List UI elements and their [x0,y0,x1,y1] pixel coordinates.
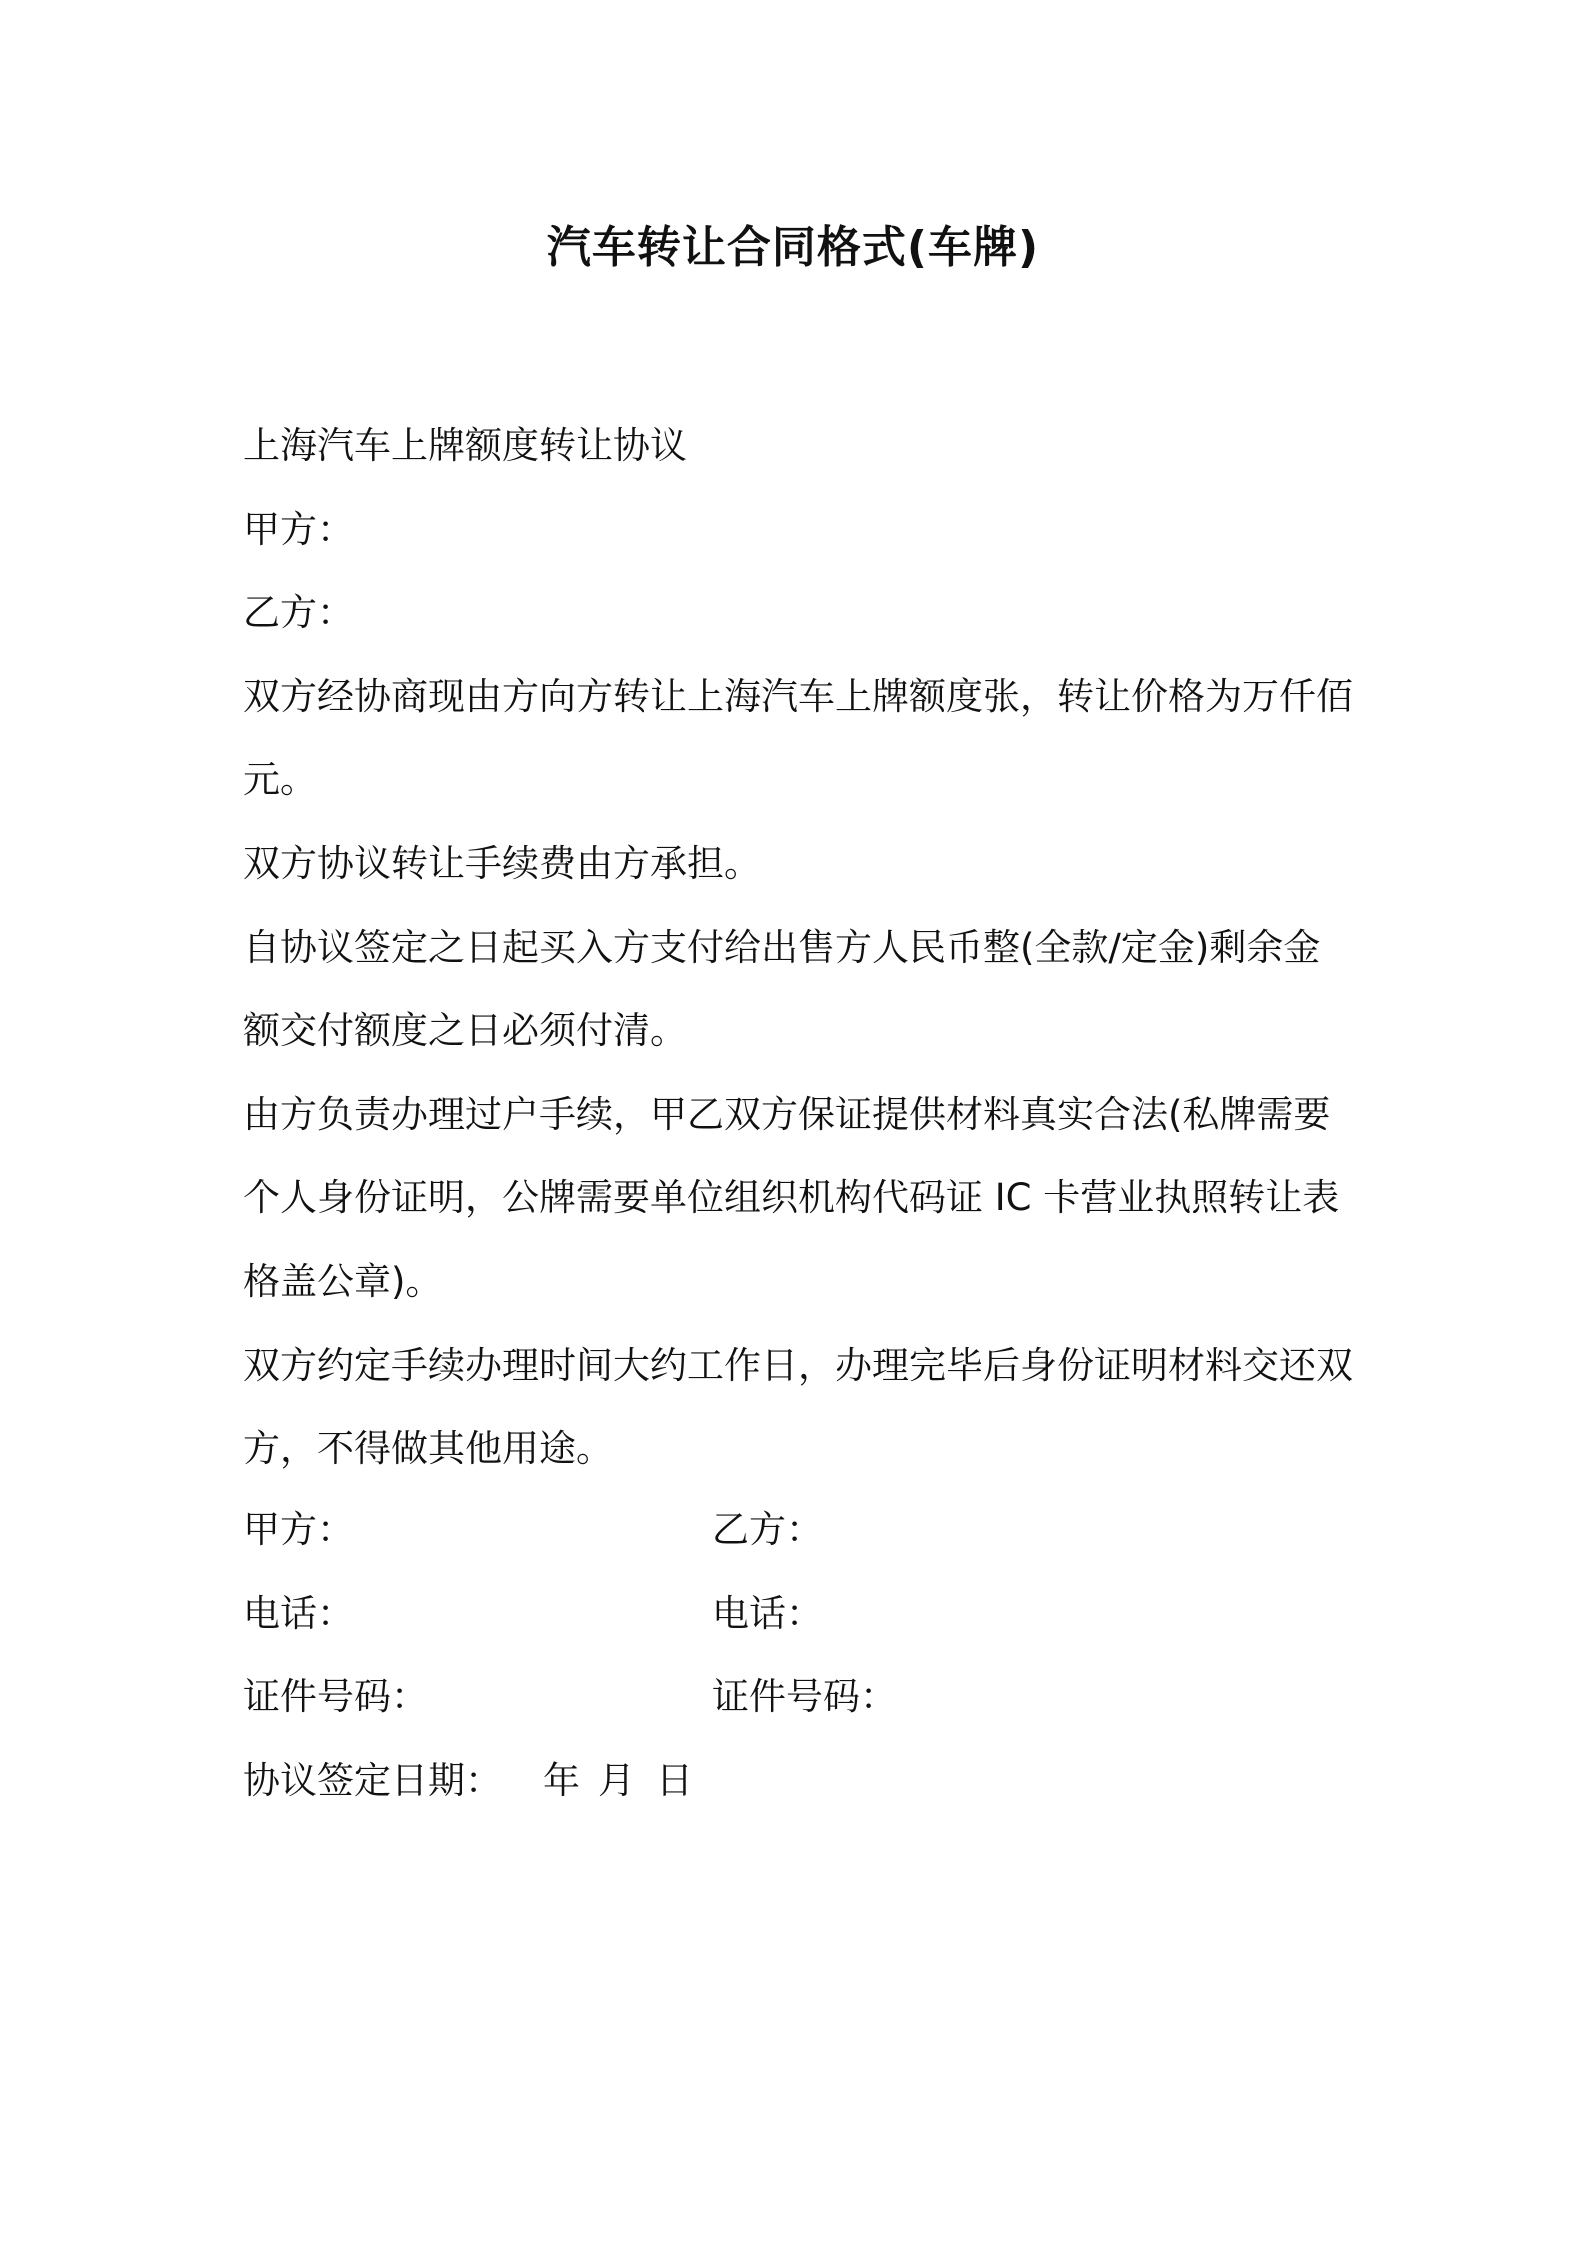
body-paragraph-line: 由方负责办理过户手续，甲乙双方保证提供材料真实合法(私牌需要 [243,1092,1331,1136]
id-number-a-label: 证件号码： [243,1675,428,1719]
body-paragraph-line: 个人身份证明，公牌需要单位组织机构代码证 IC 卡营业执照转让表 [243,1176,1340,1220]
body-paragraph-line: 格盖公章)。 [243,1259,443,1303]
signing-date-label: 协议签定日期： [243,1758,502,1802]
signature-party-a-label: 甲方： [243,1508,354,1551]
date-month-label: 月 [598,1758,635,1802]
date-day-label: 日 [656,1758,693,1802]
document-title: 汽车转让合同格式(车牌) [546,222,1040,273]
body-paragraph-line: 额交付额度之日必须付清。 [243,1009,687,1053]
party-a-line: 甲方： [243,507,354,551]
id-number-b-label: 证件号码： [712,1675,897,1719]
phone-b-label: 电话： [712,1591,823,1635]
signature-party-b-label: 乙方： [712,1508,823,1551]
body-paragraph-line: 双方约定手续办理时间大约工作日，办理完毕后身份证明材料交还双 [243,1343,1353,1387]
date-year-label: 年 [543,1758,580,1802]
signature-row-party [243,1488,1363,1572]
agreement-heading: 上海汽车上牌额度转让协议 [243,424,687,467]
signature-row-id [243,1655,1363,1739]
body-paragraph-line: 双方协议转让手续费由方承担。 [243,841,761,885]
signature-row-phone [243,1572,1363,1656]
document-body [243,404,1363,1491]
phone-a-label: 电话： [243,1591,354,1635]
body-paragraph-line: 双方经协商现由方向方转让上海汽车上牌额度张，转让价格为万仟佰 [243,674,1353,718]
signature-block [243,1488,1363,1822]
body-paragraph-line: 元。 [243,758,317,802]
party-b-line: 乙方： [243,591,354,635]
signing-date-row [243,1739,1363,1823]
body-paragraph-line: 自协议签定之日起买入方支付给出售方人民币整(全款/定金)剩余金 [243,925,1321,969]
body-paragraph-line: 方，不得做其他用途。 [243,1427,613,1471]
